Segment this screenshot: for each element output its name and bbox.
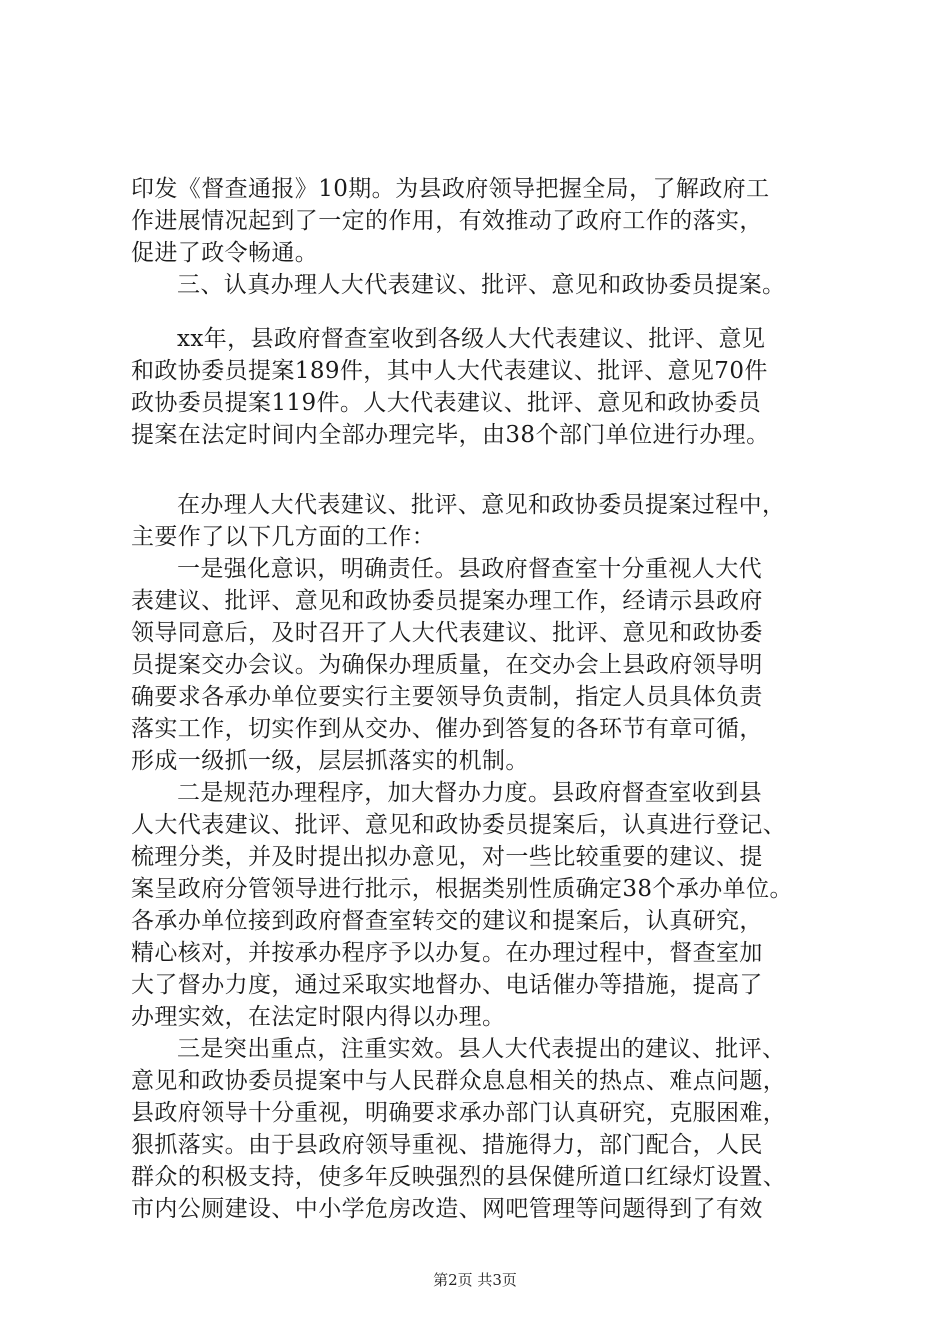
paragraph-line: 梳理分类，并及时提出拟办意见，对一些比较重要的建议、提 — [131, 844, 763, 870]
paragraph-line: 办理实效，在法定时限内得以办理。 — [131, 1004, 506, 1030]
paragraph-line: 群众的积极支持，使多年反映强烈的县保健所道口红绿灯设置、 — [131, 1164, 787, 1190]
paragraph-line: 二是规范办理程序，加大督办力度。县政府督查室收到县 — [177, 780, 762, 806]
paragraph-line: 在办理人大代表建议、批评、意见和政协委员提案过程中， — [177, 492, 786, 518]
paragraph-line: 员提案交办会议。为确保办理质量，在交办会上县政府领导明 — [131, 652, 763, 678]
paragraph-gap — [131, 451, 851, 489]
paragraph-line: 形成一级抓一级，层层抓落实的机制。 — [131, 748, 529, 774]
paragraph-line: 落实工作，切实作到从交办、催办到答复的各环节有章可循， — [131, 716, 763, 742]
paragraph-line: 精心核对，并按承办程序予以办复。在办理过程中，督查室加 — [131, 940, 763, 966]
paragraph-line: 印发《督查通报》10期。为县政府领导把握全局，了解政府工 — [131, 176, 770, 202]
page-number-footer: 第2页 共3页 — [433, 1271, 517, 1289]
paragraph-line: 促进了政令畅通。 — [131, 240, 319, 266]
document-body — [131, 173, 851, 1225]
paragraph-line: xx年，县政府督查室收到各级人大代表建议、批评、意见 — [177, 326, 766, 352]
paragraph-line: 一是强化意识，明确责任。县政府督查室十分重视人大代 — [177, 556, 762, 582]
paragraph-line: 三是突出重点，注重实效。县人大代表提出的建议、批评、 — [177, 1036, 786, 1062]
paragraph-line: 案呈政府分管领导进行批示，根据类别性质确定38个承办单位。 — [131, 876, 793, 902]
paragraph-line: 提案在法定时间内全部办理完毕，由38个部门单位进行办理。 — [131, 422, 770, 448]
section-heading: 三、认真办理人大代表建议、批评、意见和政协委员提案。 — [177, 272, 786, 298]
paragraph-line: 政协委员提案119件。人大代表建议、批评、意见和政协委员 — [131, 390, 762, 416]
paragraph-line: 狠抓落实。由于县政府领导重视、措施得力，部门配合，人民 — [131, 1132, 763, 1158]
paragraph-gap — [131, 301, 851, 323]
paragraph-line: 市内公厕建设、中小学危房改造、网吧管理等问题得到了有效 — [131, 1196, 763, 1222]
paragraph-line: 意见和政协委员提案中与人民群众息息相关的热点、难点问题， — [131, 1068, 787, 1094]
paragraph-line: 确要求各承办单位要实行主要领导负责制，指定人员具体负责 — [131, 684, 763, 710]
paragraph-line: 表建议、批评、意见和政协委员提案办理工作，经请示县政府 — [131, 588, 763, 614]
paragraph-line: 领导同意后，及时召开了人大代表建议、批评、意见和政协委 — [131, 620, 763, 646]
paragraph-line: 县政府领导十分重视，明确要求承办部门认真研究，克服困难， — [131, 1100, 787, 1126]
paragraph-line: 人大代表建议、批评、意见和政协委员提案后，认真进行登记、 — [131, 812, 787, 838]
paragraph-line: 各承办单位接到政府督查室转交的建议和提案后，认真研究， — [131, 908, 763, 934]
paragraph-line: 作进展情况起到了一定的作用，有效推动了政府工作的落实， — [131, 208, 763, 234]
paragraph-line: 主要作了以下几方面的工作： — [131, 524, 436, 550]
paragraph-line: 大了督办力度，通过采取实地督办、电话催办等措施，提高了 — [131, 972, 763, 998]
paragraph-line: 和政协委员提案189件，其中人大代表建议、批评、意见70件 — [131, 358, 768, 384]
